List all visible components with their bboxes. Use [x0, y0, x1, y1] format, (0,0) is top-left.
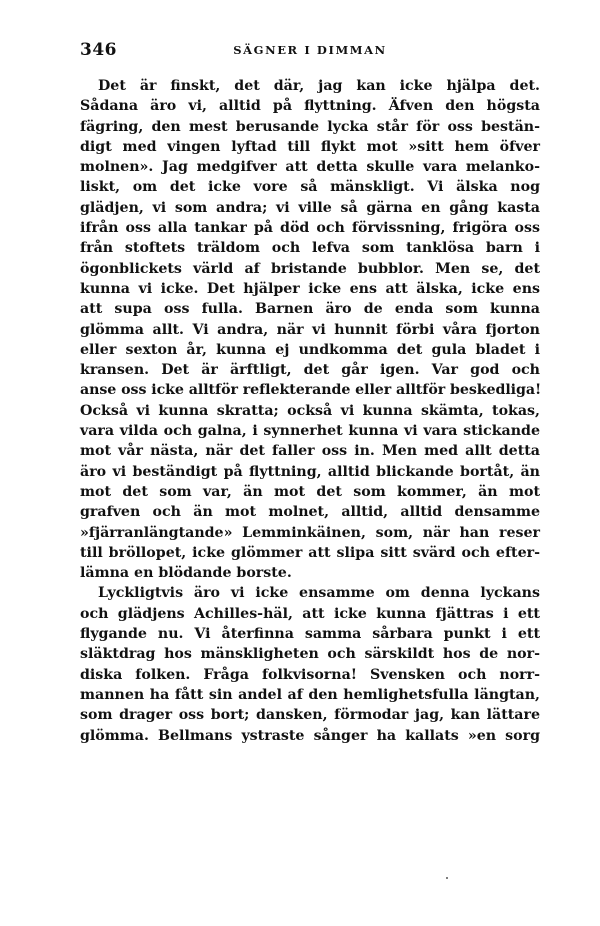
- text-line: fägring, den mest berusande lycka står för oss bestän-: [80, 118, 540, 135]
- text-line: ifrån oss alla tankar på död och förvissning, frigöra oss: [80, 220, 540, 237]
- text-line: Sådana äro vi, alltid på flyttning. Äfven den högsta: [80, 98, 540, 115]
- text-line: grafven och än mot molnet, alltid, alltid densamme: [80, 504, 540, 521]
- text-line: mot vår nästa, när det faller oss in. Men med allt detta: [80, 443, 540, 460]
- text-line: som drager oss bort; dansken, förmodar jag, kan lättare: [80, 707, 540, 724]
- text-line: vara vilda och galna, i synnerhet kunna vi vara stickande: [80, 423, 540, 440]
- text-line: Också vi kunna skratta; också vi kunna skämta, tokas,: [80, 402, 540, 419]
- text-line: äro vi beständigt på flyttning, alltid blickande bortåt, än: [80, 463, 540, 480]
- page-number: 346: [80, 40, 117, 60]
- running-title: SÄGNER I DIMMAN: [233, 43, 387, 57]
- text-line: Lyckligtvis äro vi icke ensamme om denna lyckans: [98, 585, 540, 602]
- text-line: anse oss icke alltför reflekterande eller alltför beskedliga!: [80, 382, 542, 399]
- text-line: ögonblickets värld af bristande bubblor. Men se, det: [80, 260, 540, 277]
- print-speck: [446, 877, 448, 879]
- text-line: glömma allt. Vi andra, när vi hunnit förbi våra fjorton: [80, 321, 540, 338]
- text-line: Det är finskt, det där, jag kan icke hjälpa det.: [98, 78, 540, 94]
- text-line: från stoftets träldom och lefva som tanklösa barn i: [80, 240, 540, 257]
- page-header: [80, 40, 540, 66]
- text-line: till bröllopet, icke glömmer att slipa sitt svärd och efter-: [80, 544, 540, 561]
- text-line: kransen. Det är ärftligt, det går igen. Var god och: [80, 362, 540, 379]
- text-line: glädjen, vi som andra; vi ville så gärna en gång kasta: [80, 199, 540, 216]
- text-line: molnen». Jag medgifver att detta skulle vara melanko-: [80, 159, 540, 176]
- text-line: digt med vingen lyftad till flykt mot »sitt hem öfver: [80, 138, 540, 155]
- text-line: diska folken. Fråga folkvisorna! Svensken och norr-: [80, 666, 540, 683]
- text-line: och glädjens Achilles-häl, att icke kunna fjättras i ett: [80, 605, 540, 622]
- text-line: glömma. Bellmans ystraste sånger ha kallats »en sorg: [80, 727, 540, 744]
- text-line: flygande nu. Vi återfinna samma sårbara punkt i ett: [80, 626, 540, 643]
- text-line: släktdrag hos mänskligheten och särskildt hos de nor-: [80, 646, 540, 663]
- text-line: liskt, om det icke vore så mänskligt. Vi älska nog: [80, 179, 540, 196]
- text-line: mot det som var, än mot det som kommer, än mot: [80, 483, 540, 500]
- text-line: mannen ha fått sin andel af den hemlighetsfulla längtan,: [80, 686, 540, 703]
- text-line: lämna en blödande borste.: [80, 565, 292, 582]
- body-text: [80, 76, 540, 746]
- book-page: [80, 40, 540, 746]
- text-line: att supa oss fulla. Barnen äro de enda som kunna: [80, 301, 540, 318]
- text-line: eller sexton år, kunna ej undkomma det gula bladet i: [80, 341, 540, 358]
- text-line: kunna vi icke. Det hjälper icke ens att älska, icke ens: [80, 280, 540, 297]
- text-line: »fjärranlängtande» Lemminkäinen, som, när han reser: [80, 524, 540, 541]
